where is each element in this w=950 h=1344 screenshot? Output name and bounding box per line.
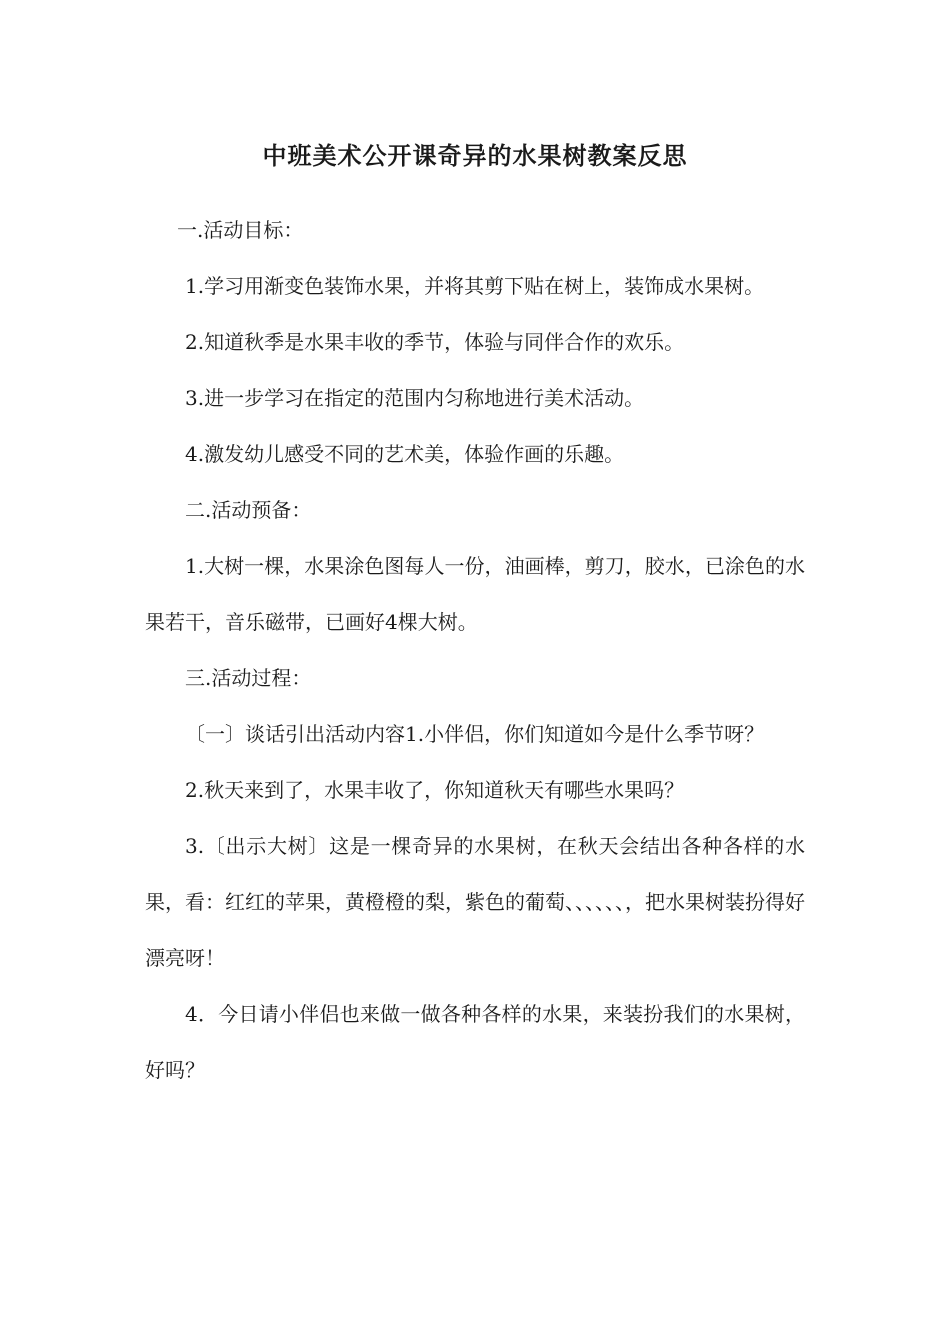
paragraph-goal-4: 4.激发幼儿感受不同的艺术美，体验作画的乐趣。 bbox=[185, 442, 625, 466]
document-body bbox=[145, 202, 805, 1098]
document-title: 中班美术公开课奇异的水果树教案反思 bbox=[262, 142, 688, 170]
section-heading-goals: 一.活动目标： bbox=[177, 218, 304, 242]
paragraph-process-3: 3.〔出示大树〕这是一棵奇异的水果树，在秋天会结出各种各样的水果，看：红红的苹果，黄橙橙的梨，紫色的葡萄、、、、、、，把水果树装扮得好漂亮呀！ bbox=[145, 834, 805, 970]
paragraph-goal-3: 3.进一步学习在指定的范围内匀称地进行美术活动。 bbox=[185, 386, 645, 410]
paragraph-preparation-1: 1.大树一棵，水果涂色图每人一份，油画棒，剪刀，胶水，已涂色的水果若干，音乐磁带，已画好4棵大树。 bbox=[145, 554, 805, 634]
paragraph-goal-1: 1.学习用渐变色装饰水果，并将其剪下贴在树上，装饰成水果树。 bbox=[185, 274, 765, 298]
paragraph-process-4: 4．今日请小伴侣也来做一做各种各样的水果，来装扮我们的水果树，好吗？ bbox=[145, 1002, 805, 1082]
paragraph-process-2: 2.秋天来到了，水果丰收了，你知道秋天有哪些水果吗？ bbox=[185, 778, 685, 802]
section-heading-preparation: 二.活动预备： bbox=[185, 498, 312, 522]
paragraph-goal-2: 2.知道秋季是水果丰收的季节，体验与同伴合作的欢乐。 bbox=[185, 330, 685, 354]
section-heading-process: 三.活动过程： bbox=[185, 666, 312, 690]
paragraph-process-intro: 〔一〕谈话引出活动内容1.小伴侣，你们知道如今是什么季节呀？ bbox=[185, 722, 765, 746]
